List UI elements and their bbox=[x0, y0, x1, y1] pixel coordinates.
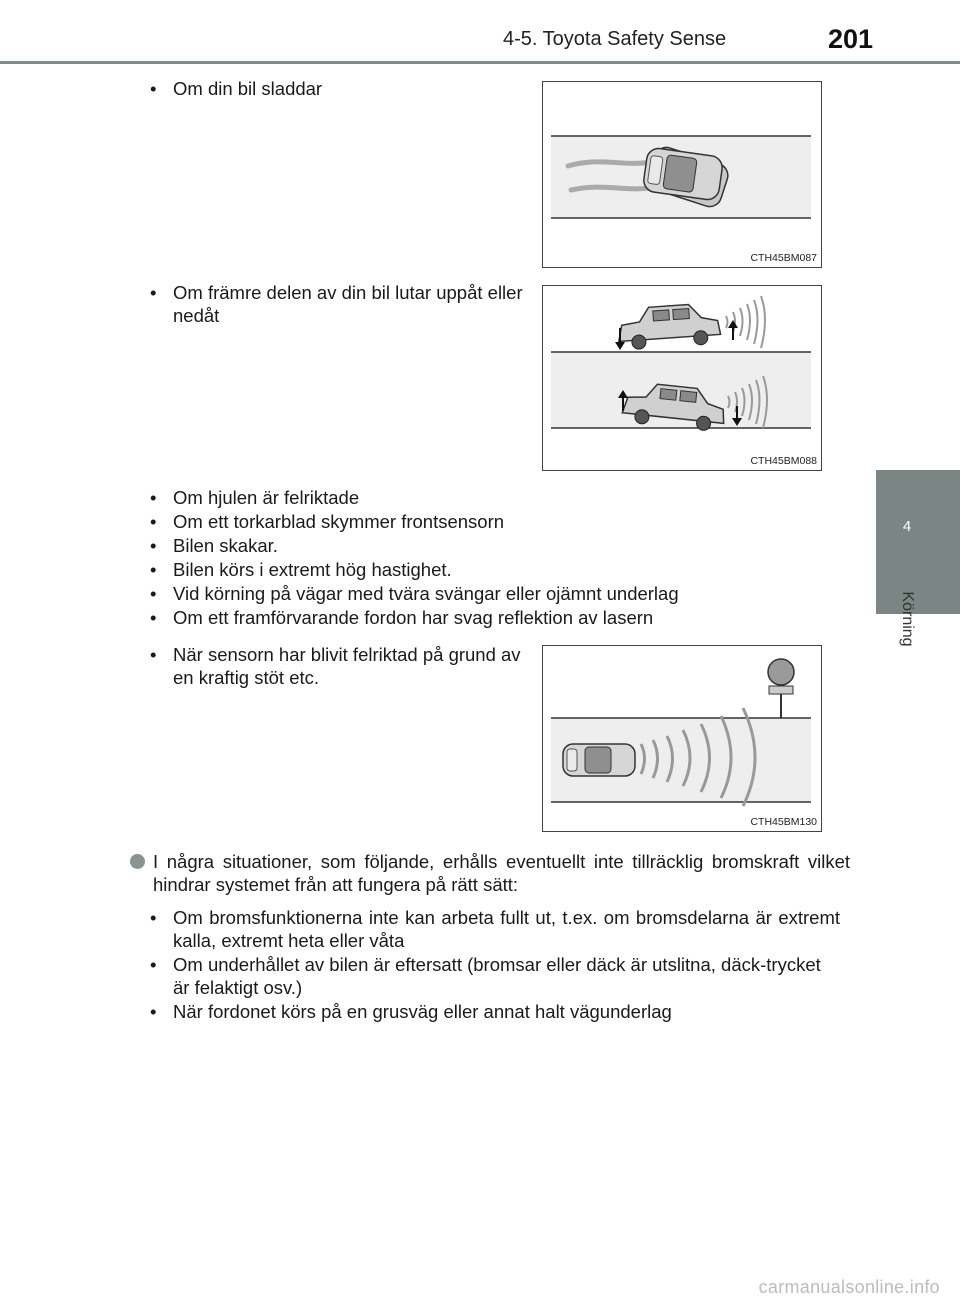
figure-tilting bbox=[542, 285, 822, 471]
bullet-dot: • bbox=[150, 511, 157, 532]
list-item-text: Vid körning på vägar med tvära svängar eller ojämnt underlag bbox=[173, 583, 679, 604]
sub-list-item-text: Om bromsfunktionerna inte kan arbeta fullt ut, t.ex. om bromsdelarna är extremt kalla, extremt heta eller våta bbox=[173, 907, 840, 951]
list-item bbox=[150, 582, 850, 605]
bullet-dot: • bbox=[150, 282, 157, 303]
list-item bbox=[150, 606, 850, 629]
section-title: 4-5. Toyota Safety Sense bbox=[503, 28, 727, 50]
bullet-dot: • bbox=[150, 954, 157, 975]
circle-bullet-icon bbox=[130, 854, 145, 869]
car-skidding-illustration bbox=[543, 82, 821, 267]
list-item-text: Om ett framförvarande fordon har svag reflektion av lasern bbox=[173, 607, 654, 628]
figure-code: CTH45BM088 bbox=[750, 455, 817, 467]
header-divider bbox=[0, 61, 960, 64]
watermark: carmanualsonline.info bbox=[758, 1277, 940, 1297]
figure-misaligned-sensor bbox=[542, 645, 822, 832]
list-item bbox=[150, 486, 850, 509]
bullet-dot: • bbox=[150, 559, 157, 580]
list-item-text: Om ett torkarblad skymmer frontsensorn bbox=[173, 511, 505, 532]
list-item-text: Bilen skakar. bbox=[173, 535, 278, 556]
sub-list-item bbox=[150, 906, 840, 952]
list-item bbox=[150, 558, 850, 581]
list-item-text: Om din bil sladdar bbox=[173, 78, 323, 99]
list-item bbox=[150, 510, 850, 533]
figure-code: CTH45BM087 bbox=[750, 252, 817, 264]
list-item-text: Bilen körs i extremt hög hastighet. bbox=[173, 559, 452, 580]
bullet-dot: • bbox=[150, 583, 157, 604]
misaligned-sensor-illustration bbox=[543, 646, 821, 831]
list-item bbox=[150, 534, 850, 557]
car-tilting-illustration bbox=[543, 286, 821, 470]
chapter-number: 4 bbox=[902, 518, 912, 535]
bullet-dot: • bbox=[150, 487, 157, 508]
list-item-text: Om hjulen är felriktade bbox=[173, 487, 360, 508]
chapter-label-wrap bbox=[876, 560, 938, 680]
bullet-dot: • bbox=[150, 1001, 157, 1022]
list-item-misaligned bbox=[150, 643, 530, 689]
chapter-label: Körning bbox=[899, 591, 916, 647]
bullet-dot: • bbox=[150, 607, 157, 628]
figure-skidding bbox=[542, 81, 822, 268]
paragraph-text: I några situationer, som följande, erhålls eventuellt inte tillräcklig bromskraft vilket hindrar systemet från att fungera på rätt sätt: bbox=[153, 851, 850, 895]
sub-list-item bbox=[150, 953, 840, 999]
list-item-skid bbox=[150, 77, 520, 100]
bullet-dot: • bbox=[150, 78, 157, 99]
sub-list-item bbox=[150, 1000, 840, 1023]
info-paragraph bbox=[130, 850, 850, 896]
figure-code: CTH45BM130 bbox=[750, 816, 817, 828]
bullet-dot: • bbox=[150, 644, 157, 665]
sub-list-item-text: När fordonet körs på en grusväg eller annat halt vägunderlag bbox=[173, 1001, 672, 1022]
list-item-text: När sensorn har blivit felriktad på grund av en kraftig stöt etc. bbox=[173, 644, 521, 688]
list-item-text: Om främre delen av din bil lutar uppåt eller nedåt bbox=[173, 282, 523, 326]
list-item-tilt bbox=[150, 281, 530, 327]
page-number: 201 bbox=[828, 24, 874, 54]
bullet-dot: • bbox=[150, 535, 157, 556]
sub-list-item-text: Om underhållet av bilen är eftersatt (bromsar eller däck är utslitna, däck-trycket är felaktigt osv.) bbox=[173, 954, 821, 998]
bullet-dot: • bbox=[150, 907, 157, 928]
